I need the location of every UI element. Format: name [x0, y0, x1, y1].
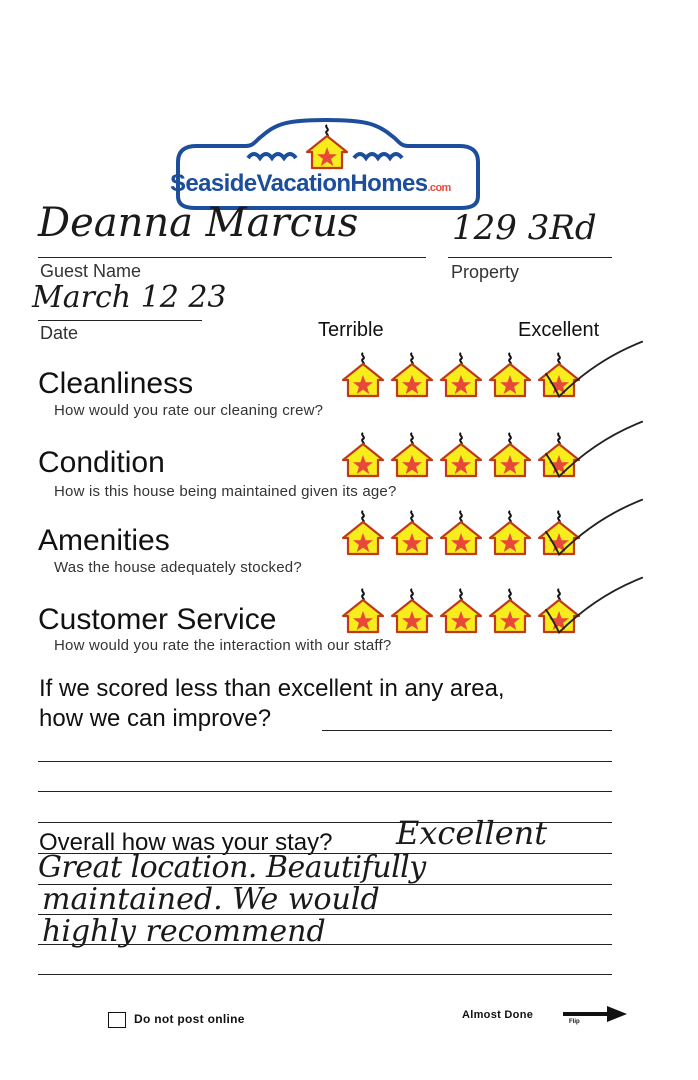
- checkmark-icon: [540, 496, 648, 562]
- improve-line: [38, 791, 612, 792]
- property-label: Property: [451, 262, 520, 282]
- checkmark-icon: [540, 574, 648, 640]
- scale-high-label: Excellent: [518, 319, 600, 341]
- improve-line: [322, 730, 612, 731]
- overall-answer-line: highly recommend: [42, 914, 326, 949]
- category-title: Condition: [38, 446, 165, 479]
- overall-question: Overall how was your stay?: [39, 829, 333, 856]
- overall-answer-line: Great location. Beautifully: [38, 850, 426, 885]
- house-star-icon[interactable]: [438, 350, 484, 398]
- improve-question-line1: If we scored less than excellent in any area,: [39, 675, 505, 702]
- category-question: Was the house adequately stocked?: [54, 559, 302, 576]
- checkmark-icon: [540, 338, 648, 404]
- guest-name-value: Deanna Marcus: [38, 200, 359, 246]
- flip-label: Flip: [569, 1019, 580, 1025]
- brand-logo: [156, 112, 500, 212]
- house-star-icon[interactable]: [389, 508, 435, 556]
- category-question: How would you rate the interaction with our staff?: [54, 637, 392, 654]
- house-star-icon[interactable]: [340, 430, 386, 478]
- category-question: How is this house being maintained given its age?: [54, 483, 397, 500]
- date-value: March 12 23: [32, 280, 227, 315]
- date-line: [38, 320, 202, 321]
- house-star-icon[interactable]: [340, 350, 386, 398]
- house-star-icon[interactable]: [389, 430, 435, 478]
- overall-answer-line: maintained. We would: [42, 882, 380, 917]
- brand-suffix: .com: [427, 182, 451, 194]
- date-label: Date: [40, 323, 79, 343]
- house-star-icon[interactable]: [389, 350, 435, 398]
- house-star-icon[interactable]: [340, 586, 386, 634]
- category-title: Cleanliness: [38, 367, 194, 400]
- guest-name-line: [38, 257, 426, 258]
- house-star-icon[interactable]: [487, 430, 533, 478]
- house-star-icon[interactable]: [389, 586, 435, 634]
- overall-line: [38, 974, 612, 975]
- house-star-icon[interactable]: [438, 586, 484, 634]
- overall-line: [38, 944, 612, 945]
- house-star-icon[interactable]: [438, 508, 484, 556]
- house-star-icon[interactable]: [340, 508, 386, 556]
- guest-name-label: Guest Name: [40, 261, 142, 281]
- brand-name: SeasideVacationHomes.com: [170, 170, 451, 197]
- category-title: Amenities: [38, 524, 170, 557]
- improve-question-line2: how we can improve?: [39, 705, 272, 732]
- scale-low-label: Terrible: [318, 319, 384, 341]
- property-value: 129 3Rd: [452, 208, 597, 248]
- almost-done-label: Almost Done: [462, 1009, 534, 1021]
- house-star-icon[interactable]: [487, 508, 533, 556]
- house-star-icon[interactable]: [487, 350, 533, 398]
- do-not-post-label: Do not post online: [134, 1012, 245, 1026]
- property-line: [448, 257, 612, 258]
- checkmark-icon: [540, 418, 648, 484]
- category-title: Customer Service: [38, 603, 277, 636]
- house-star-icon[interactable]: [487, 586, 533, 634]
- category-question: How would you rate our cleaning crew?: [54, 402, 324, 419]
- overall-answer-line: Excellent: [396, 814, 548, 852]
- do-not-post-checkbox[interactable]: [108, 1012, 126, 1028]
- house-star-icon[interactable]: [438, 430, 484, 478]
- improve-line: [38, 761, 612, 762]
